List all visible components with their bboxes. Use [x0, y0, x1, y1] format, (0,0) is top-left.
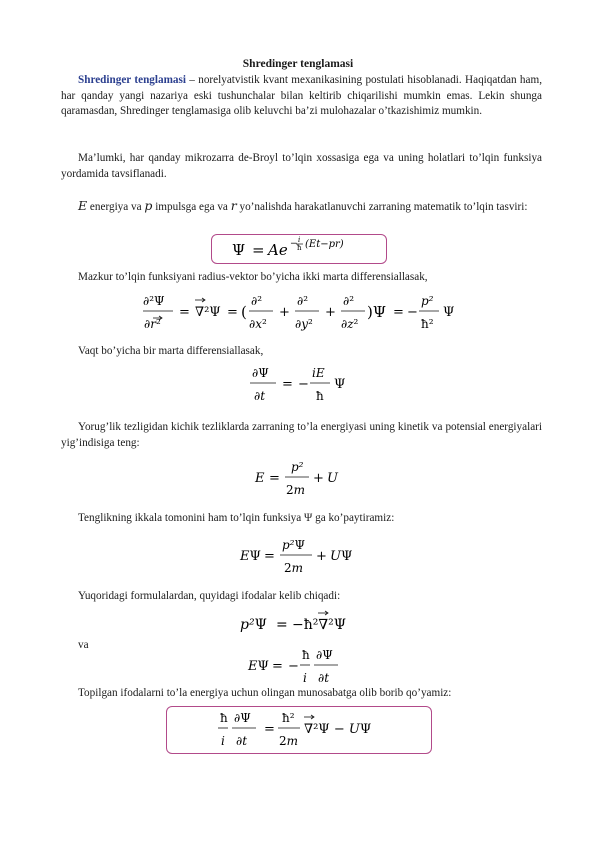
svg-text:=: = [272, 659, 283, 674]
svg-text:∂²: ∂² [297, 294, 309, 308]
svg-text:∂t: ∂t [236, 734, 248, 748]
svg-text:(: ( [241, 303, 247, 321]
svg-text:Ψ: Ψ [232, 241, 246, 259]
total-energy-text: Yorug’lik tezligidan kichik tezliklarda zarraning to’la energiyasi uning kinetik va potensial energiyalari yig’indisiga teng: [61, 421, 542, 449]
svg-text:−: − [407, 305, 418, 320]
svg-text:Ae: Ae [268, 241, 288, 259]
svg-text:iE: iE [312, 366, 325, 380]
svg-text:−ħ²∇²Ψ: −ħ²∇²Ψ [292, 617, 347, 633]
svg-text:∇²Ψ: ∇²Ψ [195, 305, 221, 320]
svg-text:(Et−pr): (Et−pr) [305, 239, 344, 250]
var-radius: r [230, 198, 237, 213]
svg-text:EΨ: EΨ [248, 659, 269, 674]
svg-text:Ψ: Ψ [443, 305, 455, 320]
equation-energy-psi [240, 534, 370, 578]
svg-text:EΨ: EΨ [240, 549, 261, 564]
svg-text:+: + [316, 549, 327, 564]
equation-energy [255, 456, 355, 500]
svg-text:)Ψ: )Ψ [367, 303, 387, 321]
paragraph-second-derivative [61, 270, 542, 286]
svg-text:ħ²: ħ² [421, 317, 434, 331]
svg-text:i: i [303, 671, 307, 685]
text-part-c: yo’nalishda harakatlanuvchi zarraning matematik to’lqin tasviri: [236, 201, 528, 213]
second-derivative-text: Mazkur to’lqin funksiyani radius-vektor bo’yicha ikki marta differensiallasak, [78, 271, 428, 283]
svg-text:2m: 2m [279, 734, 299, 748]
svg-text:i: i [298, 236, 301, 244]
paragraph-wave-image [61, 198, 542, 216]
svg-text:∂t: ∂t [254, 389, 266, 403]
svg-text:−: − [298, 377, 309, 392]
svg-text:ħ: ħ [220, 711, 228, 725]
svg-text:=: = [393, 305, 404, 320]
var-energy: E [78, 198, 88, 213]
svg-text:∂x²: ∂x² [249, 317, 267, 331]
svg-text:∂y²: ∂y² [295, 317, 313, 331]
equation-laplacian [143, 290, 473, 336]
svg-text:2m: 2m [286, 483, 306, 497]
equation-wave-function [232, 236, 372, 262]
svg-text:ħ: ħ [297, 244, 302, 252]
svg-text:=: = [282, 377, 293, 392]
svg-text:+: + [325, 305, 336, 320]
svg-text:p²Ψ: p²Ψ [282, 538, 306, 552]
text-part-a: energiya va [87, 201, 145, 213]
paragraph-multiply-psi [61, 511, 542, 527]
svg-text:−: − [288, 659, 299, 674]
svg-text:Ψ: Ψ [334, 377, 346, 392]
svg-text:∂²Ψ: ∂²Ψ [143, 294, 165, 308]
and-text: va [78, 639, 89, 651]
svg-text:∂Ψ: ∂Ψ [252, 366, 269, 380]
document-title: Shredinger tenglamasi [242, 58, 354, 70]
de-broglie-text: Ma’lumki, har qanday mikrozarra de-Broyl to’lqin xossasiga ega va uning holatlari to’lqin funksiya yordamida tavsiflanadi. [61, 152, 542, 180]
paragraph-intro [61, 73, 542, 120]
paragraph-substitute [61, 686, 542, 702]
text-part-b: impulsga ega va [152, 201, 231, 213]
svg-text:UΨ: UΨ [330, 549, 353, 564]
paragraph-time-derivative [61, 344, 542, 360]
paragraph-total-energy [61, 420, 542, 451]
svg-text:∂Ψ: ∂Ψ [316, 648, 333, 662]
svg-text:p²Ψ: p²Ψ [240, 617, 267, 633]
svg-text:+: + [313, 471, 324, 486]
svg-text:∇²Ψ − UΨ: ∇²Ψ − UΨ [304, 722, 372, 737]
svg-text:ħ: ħ [302, 648, 310, 662]
multiply-psi-text: Tenglikning ikkala tomonini ham to’lqin funksiya Ψ ga ko’paytiramiz: [78, 512, 395, 524]
paragraph-de-broglie [61, 151, 542, 182]
svg-text:U: U [327, 471, 338, 486]
svg-text:=: = [252, 241, 265, 259]
svg-text:∂z²: ∂z² [341, 317, 359, 331]
svg-text:=: = [264, 549, 275, 564]
svg-text:−: − [290, 239, 298, 249]
svg-text:ħ: ħ [316, 389, 324, 403]
consequences-text: Yuqoridagi formulalardan, quyidagi ifodalar kelib chiqadi: [78, 590, 341, 602]
svg-text:=: = [269, 471, 280, 486]
paragraph-consequences [61, 589, 542, 605]
svg-text:E: E [255, 471, 265, 486]
equation-time-derivative [250, 362, 360, 406]
term-highlight: Shredinger tenglamasi [78, 74, 186, 86]
svg-text:=: = [276, 617, 288, 633]
equation-momentum-laplacian [240, 605, 380, 635]
equation-schrodinger [218, 707, 388, 751]
svg-text:p²: p² [291, 460, 304, 474]
time-derivative-text: Vaqt bo’yicha bir marta differensiallasak, [78, 345, 264, 357]
svg-text:=: = [264, 722, 275, 737]
svg-text:ħ²: ħ² [282, 711, 295, 725]
substitute-text: Topilgan ifodalarni to’la energiya uchun olingan munosabatga olib borib qo’yamiz: [78, 687, 452, 699]
var-momentum: p [144, 198, 153, 213]
svg-text:=: = [227, 305, 238, 320]
svg-text:=: = [179, 305, 190, 320]
intro-text: – norelyatvistik kvant mexanikasining postulati hisoblanadi. Haqiqatdan ham, har qanday yangi nazariya eski tushunchalar bilan keltirib chiqarilishi mumkin emas. Lekin shunga qaramasdan, Shredinger tenglamasiga olib keluvchi ba’zi mulohazalar o’tkazishimiz mumkin. [61, 74, 542, 118]
svg-text:+: + [279, 305, 290, 320]
svg-text:∂r²: ∂r² [144, 317, 161, 331]
svg-text:∂²: ∂² [251, 294, 263, 308]
svg-text:p²: p² [421, 294, 434, 308]
svg-text:i: i [221, 734, 225, 748]
svg-text:∂t: ∂t [318, 671, 330, 685]
svg-text:∂²: ∂² [343, 294, 355, 308]
svg-text:2m: 2m [284, 561, 304, 575]
equation-energy-time [248, 644, 358, 688]
svg-text:∂Ψ: ∂Ψ [234, 711, 251, 725]
